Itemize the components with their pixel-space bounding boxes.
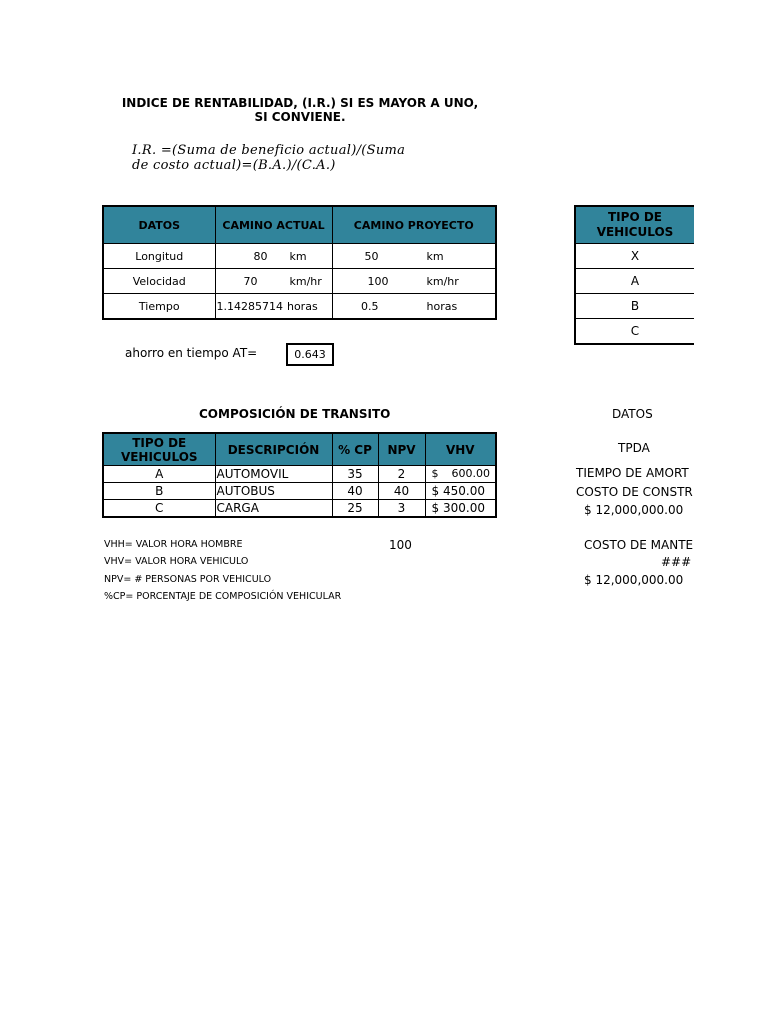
header-datos[interactable]: DATOS — [103, 206, 215, 244]
tiempo-amort-label: TIEMPO DE AMORT — [576, 466, 689, 480]
tipo-cell[interactable] — [575, 294, 694, 319]
tipo-vehiculos-table — [574, 205, 694, 345]
table-row — [103, 294, 496, 320]
value: 50 — [364, 249, 379, 263]
header-line-2: VEHICULOS — [120, 449, 198, 464]
unit: horas — [286, 299, 318, 313]
costo-mante-label: COSTO DE MANTE — [584, 538, 694, 552]
tipo-cell[interactable] — [575, 319, 694, 345]
cell-actual[interactable] — [215, 244, 332, 269]
right-datos-label: DATOS — [612, 407, 653, 421]
legend-npv: NPV= # PERSONAS POR VEHICULO — [104, 574, 272, 585]
table-row — [575, 319, 694, 345]
vhv-cell[interactable] — [425, 466, 496, 483]
vhv-cell[interactable] — [425, 483, 496, 500]
descripcion-cell[interactable]: CARGA — [215, 500, 332, 518]
descripcion-cell[interactable]: AUTOBUS — [215, 483, 332, 500]
formula-line-2: de costo actual)=(B.A.)/(C.A.) — [132, 158, 336, 173]
value: 1.14285714 — [216, 299, 283, 313]
table-row — [575, 294, 694, 319]
title-line-2: SI CONVIENE. — [254, 110, 346, 124]
composicion-title: COMPOSICIÓN DE TRANSITO — [199, 407, 391, 421]
header-vhv[interactable]: VHV — [425, 433, 496, 466]
tpda-label: TPDA — [618, 441, 650, 455]
datos-table — [102, 205, 497, 320]
currency-symbol: $ — [431, 484, 440, 498]
npv-cell[interactable]: 40 — [378, 483, 425, 500]
value: 0.5 — [361, 299, 379, 313]
tipo-value: B — [630, 299, 640, 313]
value: 100 — [367, 274, 389, 288]
tipo-cell[interactable]: A — [103, 466, 215, 483]
tipo-vehiculos-table-viewport — [574, 205, 694, 347]
tipo-value: A — [630, 274, 640, 288]
legend-cp: %CP= PORCENTAJE DE COMPOSICIÓN VEHICULAR — [104, 591, 342, 602]
header-line-1: TIPO DE — [608, 210, 662, 224]
legend-vhh: VHH= VALOR HORA HOMBRE — [104, 539, 243, 550]
costo-constr-value[interactable]: $ 12,000,000.00 — [584, 503, 684, 517]
unit: horas — [426, 299, 458, 313]
ir-formula — [132, 143, 462, 173]
currency-symbol: $ — [431, 467, 439, 480]
unit: km/hr — [426, 274, 459, 288]
table-row — [103, 269, 496, 294]
page-title — [100, 96, 500, 124]
header-tipo-vehiculos[interactable] — [103, 433, 215, 466]
overflow-hashes[interactable]: ### — [661, 555, 692, 569]
table-row — [103, 466, 496, 483]
table-row — [575, 269, 694, 294]
header-npv[interactable]: NPV — [378, 433, 425, 466]
cell-proyecto[interactable] — [332, 269, 496, 294]
composicion-table — [102, 432, 497, 518]
table-row — [103, 483, 496, 500]
table-row — [103, 500, 496, 518]
vhv-value: 600.00 — [451, 467, 490, 480]
tipo-cell[interactable]: B — [103, 483, 215, 500]
cell-proyecto[interactable] — [332, 244, 496, 269]
header-line-2: VEHICULOS — [596, 225, 674, 239]
cp-cell[interactable]: 35 — [332, 466, 378, 483]
descripcion-cell[interactable]: AUTOMOVIL — [215, 466, 332, 483]
vhh-value[interactable]: 100 — [389, 538, 412, 552]
header-camino-actual[interactable]: CAMINO ACTUAL — [215, 206, 332, 244]
composicion-header-row — [103, 433, 496, 466]
header-camino-proyecto[interactable]: CAMINO PROYECTO — [332, 206, 496, 244]
value: 70 — [243, 274, 258, 288]
header-cp[interactable]: % CP — [332, 433, 378, 466]
currency-symbol: $ — [431, 501, 440, 515]
ahorro-label: ahorro en tiempo AT= — [125, 346, 258, 360]
vhv-value: 300.00 — [442, 501, 485, 515]
costo-constr-label: COSTO DE CONSTR — [576, 485, 693, 499]
row-label[interactable]: Longitud — [103, 244, 215, 269]
cp-cell[interactable]: 25 — [332, 500, 378, 518]
row-label[interactable]: Velocidad — [103, 269, 215, 294]
table-row — [103, 244, 496, 269]
unit: km — [289, 249, 307, 263]
npv-cell[interactable]: 3 — [378, 500, 425, 518]
cell-proyecto[interactable] — [332, 294, 496, 320]
ahorro-value-cell[interactable]: 0.643 — [286, 343, 334, 366]
cp-cell[interactable]: 40 — [332, 483, 378, 500]
cell-actual[interactable] — [215, 269, 332, 294]
tipo-value: C — [630, 324, 640, 338]
header-line-1: TIPO DE — [132, 435, 187, 450]
unit: km/hr — [289, 274, 322, 288]
datos-header-row — [103, 206, 496, 244]
table-row — [575, 244, 694, 269]
vhv-value: 450.00 — [442, 484, 485, 498]
formula-line-1: I.R. =(Suma de beneficio actual)/(Suma — [132, 143, 406, 158]
tipo-cell[interactable] — [575, 244, 694, 269]
tipo-value: X — [630, 249, 640, 263]
tipo-cell[interactable] — [575, 269, 694, 294]
title-line-1: INDICE DE RENTABILIDAD, (I.R.) SI ES MAYOR A UNO, — [121, 96, 479, 110]
vhv-cell[interactable] — [425, 500, 496, 518]
row-label[interactable]: Tiempo — [103, 294, 215, 320]
right-panel — [560, 400, 694, 620]
cell-actual[interactable] — [215, 294, 332, 320]
tipo-cell[interactable]: C — [103, 500, 215, 518]
costo-mante-value[interactable]: $ 12,000,000.00 — [584, 573, 684, 587]
value: 80 — [253, 249, 268, 263]
legend-vhv: VHV= VALOR HORA VEHICULO — [104, 556, 249, 567]
unit: km — [426, 249, 444, 263]
header-tipo-vehiculos[interactable] — [575, 206, 694, 244]
npv-cell[interactable]: 2 — [378, 466, 425, 483]
header-descripcion[interactable]: DESCRIPCIÓN — [215, 433, 332, 466]
